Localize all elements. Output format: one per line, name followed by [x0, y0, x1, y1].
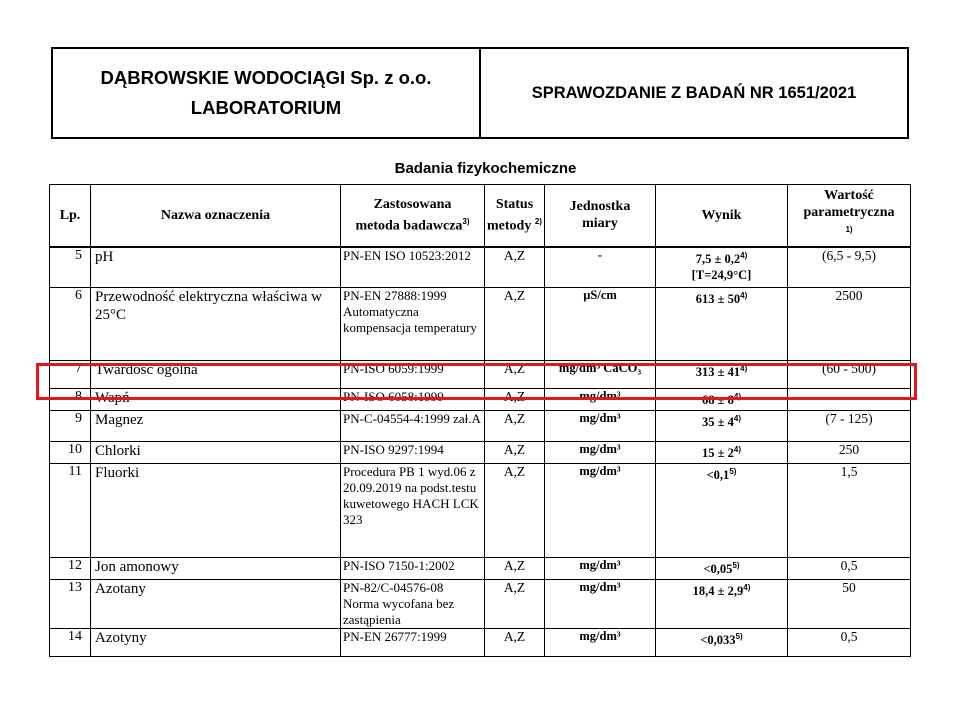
- row-status: A,Z: [485, 629, 545, 657]
- row-lp: 11: [50, 464, 91, 558]
- result-value: 313 ± 41: [695, 365, 741, 380]
- row-method: PN-EN 26777:1999: [341, 629, 485, 657]
- table-row: [50, 464, 911, 558]
- result-value: <0,033: [700, 633, 736, 648]
- row-result: [656, 580, 788, 629]
- row-method: PN-C-04554-4:1999 zał.A: [341, 411, 485, 442]
- row-result: [656, 389, 788, 411]
- col-header-result: Wynik: [656, 185, 788, 247]
- row-param: (7 - 125): [788, 411, 911, 442]
- row-lp: 9: [50, 411, 91, 442]
- row-status: A,Z: [485, 411, 545, 442]
- row-param: 0,5: [788, 629, 911, 657]
- row-unit: -: [545, 247, 656, 288]
- row-lp: 13: [50, 580, 91, 629]
- row-result: [656, 558, 788, 580]
- table-row: [50, 361, 911, 389]
- result-footnote: 5): [729, 467, 737, 476]
- section-title: Badania fizykochemiczne: [394, 160, 577, 177]
- row-status: A,Z: [485, 558, 545, 580]
- row-result: [656, 361, 788, 389]
- table-row: [50, 558, 911, 580]
- result-value: 7,5 ± 0,2: [695, 251, 741, 266]
- row-unit: mg/dm³: [545, 629, 656, 657]
- row-param: 250: [788, 442, 911, 464]
- result-value: 613 ± 50: [695, 292, 741, 307]
- row-unit: mg/dm³: [545, 411, 656, 442]
- result-temperature: [T=24,9°C]: [691, 267, 752, 282]
- table-row: [50, 247, 911, 288]
- row-status: A,Z: [485, 580, 545, 629]
- row-name: Przewodność elektryczna właściwa w 25°C: [91, 288, 341, 361]
- row-name: Jon amonowy: [91, 558, 341, 580]
- row-lp: 5: [50, 247, 91, 288]
- row-lp: 12: [50, 558, 91, 580]
- table-row: [50, 580, 911, 629]
- table-row: [50, 629, 911, 657]
- col-header-status: Status metody $^{2)}$: [485, 185, 545, 247]
- table-row: [50, 442, 911, 464]
- result-footnote: 4): [740, 364, 748, 373]
- row-result: [656, 247, 788, 288]
- result-footnote: 4): [733, 445, 741, 454]
- row-result: [656, 288, 788, 361]
- row-lp: 14: [50, 629, 91, 657]
- row-unit: mg/dm³: [545, 464, 656, 558]
- row-lp: 10: [50, 442, 91, 464]
- col-header-name: Nazwa oznaczenia: [91, 185, 341, 247]
- row-method: PN-ISO 7150-1:2002: [341, 558, 485, 580]
- row-status: A,Z: [485, 442, 545, 464]
- row-name: Azotany: [91, 580, 341, 629]
- row-unit: µS/cm: [545, 288, 656, 361]
- row-param: 2500: [788, 288, 911, 361]
- row-unit: mg/dm³ CaCO₃: [545, 361, 656, 389]
- row-status: A,Z: [485, 464, 545, 558]
- table-row: [50, 288, 911, 361]
- table-body: [50, 247, 911, 657]
- row-param: 0,5: [788, 558, 911, 580]
- row-method: PN-ISO 9297:1994: [341, 442, 485, 464]
- row-status: A,Z: [485, 288, 545, 361]
- row-result: [656, 629, 788, 657]
- col-header-param: Wartość parametryczna $^{1)}$: [788, 185, 911, 247]
- table-header-row: [50, 185, 911, 247]
- col-header-lp: Lp.: [50, 185, 91, 247]
- row-result: [656, 411, 788, 442]
- result-footnote: 5): [732, 561, 740, 570]
- header-report-block: [481, 49, 907, 137]
- result-footnote: 4): [740, 250, 748, 260]
- report-number: SPRAWOZDANIE Z BADAŃ NR 1651/2021: [531, 83, 857, 102]
- row-lp: 8: [50, 389, 91, 411]
- row-status: A,Z: [485, 361, 545, 389]
- row-name: pH: [91, 247, 341, 288]
- row-method: Procedura PB 1 wyd.06 z 20.09.2019 na podst.testu kuwetowego HACH LCK 323: [341, 464, 485, 558]
- row-param: 50: [788, 580, 911, 629]
- row-method: PN-ISO 6059:1999: [341, 361, 485, 389]
- result-footnote: 4): [733, 392, 741, 401]
- row-name: Wapń: [91, 389, 341, 411]
- row-name: Twardość ogólna: [91, 361, 341, 389]
- row-result: [656, 442, 788, 464]
- col-header-unit: Jednostka miary: [545, 185, 656, 247]
- row-name: Magnez: [91, 411, 341, 442]
- report-header: [51, 47, 909, 139]
- row-param: (6,5 - 9,5): [788, 247, 911, 288]
- results-table: [49, 184, 911, 657]
- table-row: [50, 411, 911, 442]
- result-value: <0,1: [706, 468, 730, 483]
- row-name: Azotyny: [91, 629, 341, 657]
- row-param: -: [788, 389, 911, 411]
- row-name: Fluorki: [91, 464, 341, 558]
- row-unit: mg/dm³: [545, 389, 656, 411]
- col-header-method: Zastosowana metoda badawcza$^{3)}$: [341, 185, 485, 247]
- result-value: <0,05: [703, 562, 733, 577]
- result-value: 35 ± 4: [702, 415, 734, 430]
- result-footnote: 5): [735, 632, 743, 641]
- row-method: PN-EN ISO 10523:2012: [341, 247, 485, 288]
- row-param: 1,5: [788, 464, 911, 558]
- result-footnote: 4): [740, 291, 748, 300]
- row-unit: mg/dm³: [545, 442, 656, 464]
- row-method: PN-ISO 6058:1999: [341, 389, 485, 411]
- header-company-block: [53, 49, 481, 137]
- row-result: [656, 464, 788, 558]
- company-name: DĄBROWSKIE WODOCIĄGI Sp. z o.o.: [100, 67, 432, 88]
- row-status: A,Z: [485, 247, 545, 288]
- result-value: 18,4 ± 2,9: [692, 584, 744, 599]
- row-lp: 7: [50, 361, 91, 389]
- result-footnote: 4): [743, 583, 751, 592]
- row-param: (60 - 500): [788, 361, 911, 389]
- result-value: 68 ± 8: [702, 393, 734, 408]
- row-lp: 6: [50, 288, 91, 361]
- row-status: A,Z: [485, 389, 545, 411]
- row-name: Chlorki: [91, 442, 341, 464]
- row-method: PN-EN 27888:1999 Automatyczna kompensacja temperatury: [341, 288, 485, 361]
- department-name: LABORATORIUM: [190, 97, 342, 118]
- result-footnote: 4): [733, 414, 741, 423]
- row-unit: mg/dm³: [545, 558, 656, 580]
- row-method: PN-82/C-04576-08 Norma wycofana bez zastąpienia: [341, 580, 485, 629]
- result-value: 15 ± 2: [702, 446, 734, 461]
- row-unit: mg/dm³: [545, 580, 656, 629]
- table-row: [50, 389, 911, 411]
